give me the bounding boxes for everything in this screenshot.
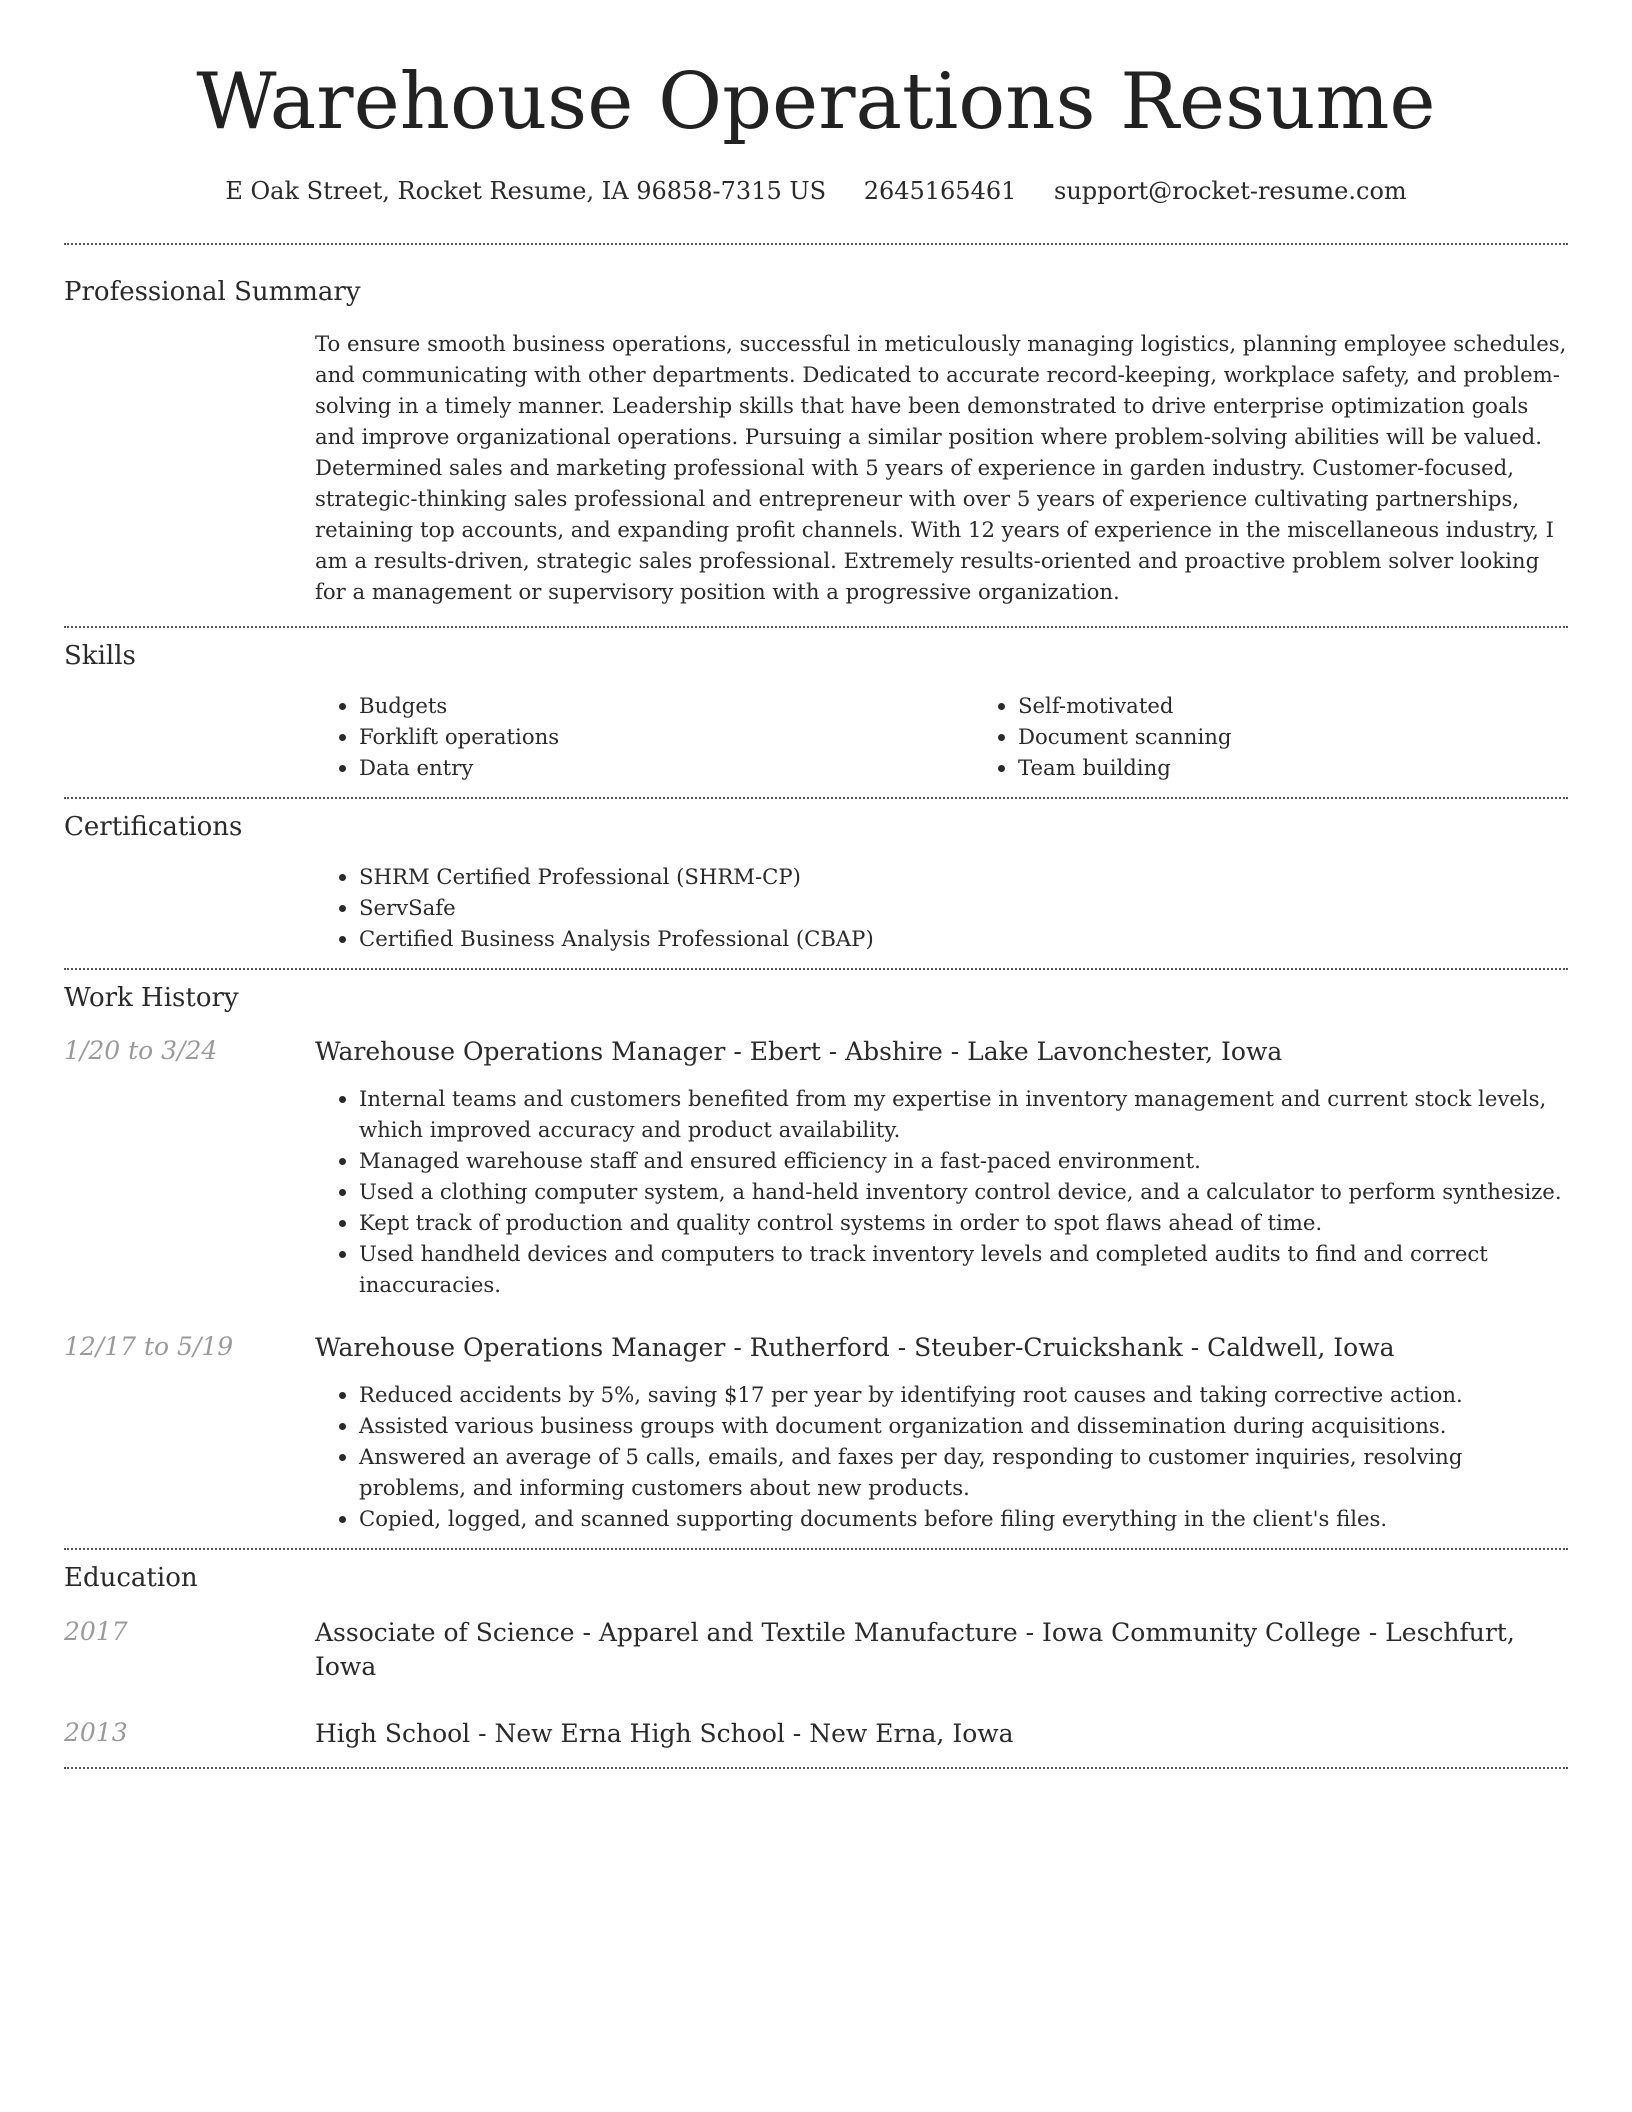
skills-list-left xyxy=(315,690,974,783)
list-item: • Answered an average of 5 calls, emails, and faxes per day, responding to customer inquiries, resolving problems, and informing customers about new products. xyxy=(359,1441,1568,1503)
education-entry xyxy=(64,1616,1568,1684)
list-item: • Used handheld devices and computers to track inventory levels and completed audits to find and correct inaccuracies. xyxy=(359,1238,1568,1300)
list-item: • Certified Business Analysis Professional (CBAP) xyxy=(359,923,1568,954)
page-title: Warehouse Operations Resume xyxy=(196,57,1436,147)
education-entry xyxy=(64,1717,1568,1751)
list-item: • Document scanning xyxy=(1018,721,1632,752)
section-title-certifications: Certifications xyxy=(64,812,243,842)
job-heading: Warehouse Operations Manager - Ebert - Abshire - Lake Lavonchester, Iowa xyxy=(315,1037,1283,1066)
section-title-skills: Skills xyxy=(64,641,136,671)
education-year: 2013 xyxy=(64,1718,128,1747)
list-item: • Managed warehouse staff and ensured efficiency in a fast-paced environment. xyxy=(359,1145,1568,1176)
job-dates: 1/20 to 3/24 xyxy=(64,1036,218,1065)
skills-grid xyxy=(315,690,1632,783)
certifications-section xyxy=(64,799,1568,954)
job-heading: Warehouse Operations Manager - Rutherford - Steuber-Cruickshank - Caldwell, Iowa xyxy=(315,1333,1395,1362)
list-item: • Kept track of production and quality control systems in order to spot flaws ahead of time. xyxy=(359,1207,1568,1238)
contact-address: E Oak Street, Rocket Resume, IA 96858-7315 US xyxy=(225,177,827,205)
job-bullets xyxy=(315,1083,1568,1300)
section-title-education: Education xyxy=(64,1563,198,1593)
job-dates: 12/17 to 5/19 xyxy=(64,1332,234,1361)
list-item: • Self-motivated xyxy=(1018,690,1632,721)
contact-email: support@rocket-resume.com xyxy=(1054,177,1407,205)
certifications-list xyxy=(315,861,1568,954)
work-section xyxy=(64,970,1568,1534)
list-item: • Used a clothing computer system, a hand-held inventory control device, and a calculator to perform synthesize. xyxy=(359,1176,1568,1207)
job-bullets xyxy=(315,1379,1568,1534)
education-year: 2017 xyxy=(64,1617,128,1646)
summary-text: To ensure smooth business operations, successful in meticulously managing logistics, planning employee schedules, and communicating with other departments. Dedicated to accurate record-keeping, workplace safety, and problem-solving in a timely manner. Leadership skills that have been demonstrated to drive enterprise optimization goals and improve organizational operations. Pursuing a similar position where problem-solving abilities will be valued. Determined sales and marketing professional with 5 years of experience in garden industry. Customer-focused, strategic-thinking sales professional and entrepreneur with over 5 years of experience cultivating partnerships, retaining top accounts, and expanding profit channels. With 12 years of experience in the miscellaneous industry, I am a results-driven, strategic sales professional. Extremely results-oriented and proactive problem solver looking for a management or supervisory position with a progressive organization. xyxy=(315,331,1567,604)
divider xyxy=(64,1767,1568,1769)
list-item: • Team building xyxy=(1018,752,1632,783)
contact-line xyxy=(64,174,1568,208)
list-item: • Reduced accidents by 5%, saving $17 per year by identifying root causes and taking corrective action. xyxy=(359,1379,1568,1410)
section-title-summary: Professional Summary xyxy=(64,277,361,307)
education-heading: High School - New Erna High School - New Erna, Iowa xyxy=(315,1719,1014,1748)
job-entry xyxy=(64,1331,1568,1534)
list-item: • Budgets xyxy=(359,690,974,721)
skills-section xyxy=(64,628,1568,783)
summary-section xyxy=(64,245,1568,607)
section-title-work: Work History xyxy=(64,983,239,1013)
list-item: • Data entry xyxy=(359,752,974,783)
list-item: • SHRM Certified Professional (SHRM-CP) xyxy=(359,861,1568,892)
list-item: • ServSafe xyxy=(359,892,1568,923)
education-heading: Associate of Science - Apparel and Textile Manufacture - Iowa Community College - Leschfurt, Iowa xyxy=(315,1618,1515,1681)
list-item: • Copied, logged, and scanned supporting documents before filing everything in the client's files. xyxy=(359,1503,1568,1534)
list-item: • Internal teams and customers benefited from my expertise in inventory management and current stock levels, which improved accuracy and product availability. xyxy=(359,1083,1568,1145)
job-entry xyxy=(64,1035,1568,1300)
education-section xyxy=(64,1550,1568,1751)
skills-list-right xyxy=(974,690,1632,783)
contact-phone: 2645165461 xyxy=(863,177,1017,205)
resume-header xyxy=(64,0,1568,208)
list-item: • Assisted various business groups with document organization and dissemination during acquisitions. xyxy=(359,1410,1568,1441)
list-item: • Forklift operations xyxy=(359,721,974,752)
